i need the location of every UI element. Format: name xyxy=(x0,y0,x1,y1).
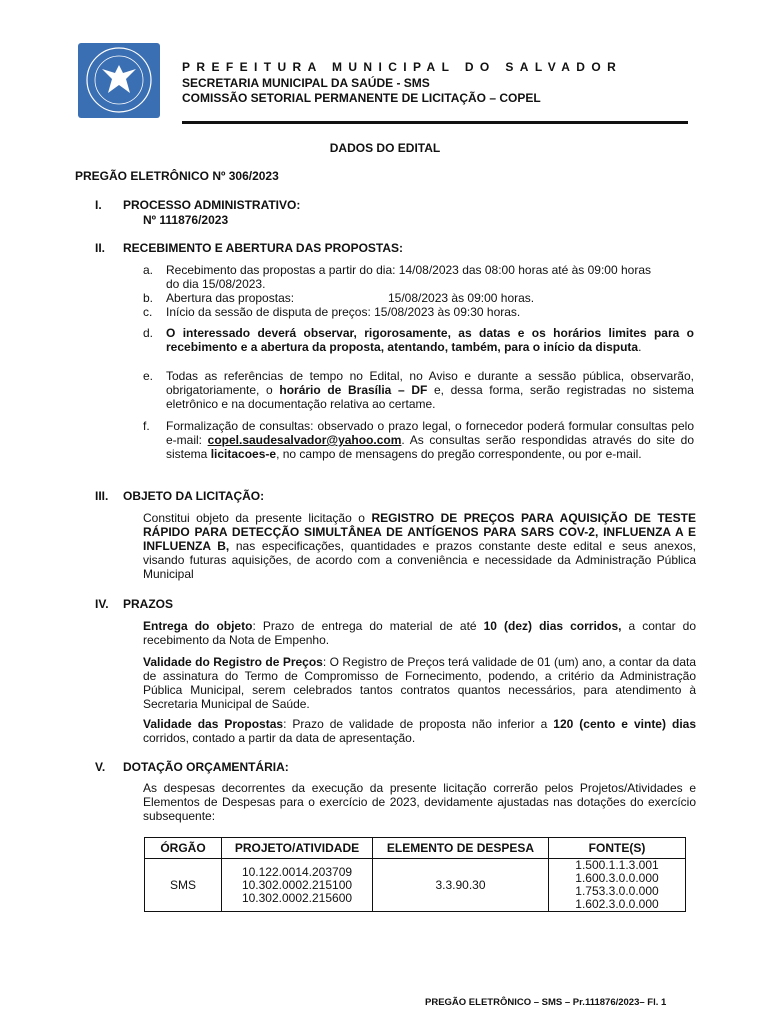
header-secretaria: SECRETARIA MUNICIPAL DA SAÚDE - SMS xyxy=(182,76,430,90)
projeto-value: 10.302.0002.215100 xyxy=(241,877,353,892)
prefeitura-logo xyxy=(78,43,160,118)
projeto-value: 10.122.0014.203709 xyxy=(241,864,353,879)
section-number: I. xyxy=(95,198,102,212)
fonte-value: 1.602.3.0.0.000 xyxy=(575,897,659,911)
text-span: : Prazo de entrega do material de até xyxy=(252,619,484,633)
list-letter: b. xyxy=(143,291,154,305)
text-span: Formalização de consultas: observado o prazo legal, o fornecedor poderá formular consultas pelo e-mail: xyxy=(166,419,694,447)
entrega-paragraph xyxy=(143,619,696,647)
section-4-heading xyxy=(95,597,173,611)
table-row xyxy=(145,859,686,912)
prazo-emphasis: 120 (cento e vinte) dias xyxy=(553,717,696,731)
section-title: OBJETO DA LICITAÇÃO: xyxy=(123,489,265,503)
abertura-label: Abertura das propostas: xyxy=(166,291,295,305)
abertura-value: 15/08/2023 às 09:00 horas. xyxy=(388,291,535,305)
text-span: e, dessa forma, serão registradas no sistema eletrônico e na documentação relativa ao certame. xyxy=(166,383,694,411)
paragraph-label: Validade das Propostas xyxy=(143,717,284,731)
fonte-value: 1.500.1.1.3.001 xyxy=(575,858,659,872)
section-title: PRAZOS xyxy=(123,597,174,611)
punctuation: . xyxy=(638,340,642,354)
prazo-emphasis: 10 (dez) dias corridos, xyxy=(483,619,622,633)
text-span: , no campo de mensagens do pregão correspondente, ou por e-mail. xyxy=(276,447,642,461)
paragraph-label: Validade do Registro de Preços xyxy=(143,655,323,669)
column-header: ELEMENTO DE DESPESA xyxy=(373,838,549,859)
header-divider xyxy=(182,121,688,124)
header-comissao: COMISSÃO SETORIAL PERMANENTE DE LICITAÇÃO – COPEL xyxy=(182,91,541,105)
brasilia-time-emphasis: horário de Brasília – DF xyxy=(279,383,428,397)
text-span: . As consultas serão respondidas através do site do sistema xyxy=(166,433,694,461)
column-header: FONTE(S) xyxy=(549,838,686,859)
text-span: nas especificações, quantidades e prazos constante deste edital e seus anexos, visando futuras aquisições, de acordo com a conveniência e necessidade da Administração Pública Municipal xyxy=(143,539,696,581)
list-text xyxy=(166,326,694,354)
list-text xyxy=(166,263,694,291)
section-5-heading xyxy=(95,760,289,774)
processo-number: Nº 111876/2023 xyxy=(143,213,229,227)
list-letter: c. xyxy=(143,305,153,319)
document-title: DADOS DO EDITAL xyxy=(329,141,441,155)
list-text xyxy=(166,419,694,461)
list-letter: e. xyxy=(143,369,154,383)
header-prefeitura: PREFEITURA MUNICIPAL DO SALVADOR xyxy=(182,60,623,74)
text-span: Constitui objeto da presente licitação o xyxy=(143,511,372,525)
text-span: Todas as referências de tempo no Edital, no Aviso e durante a sessão pública, observarão, obrigatoriamente, o xyxy=(166,369,694,397)
pregao-number: PREGÃO ELETRÔNICO Nº 306/2023 xyxy=(75,169,279,183)
section-1-heading xyxy=(95,198,300,212)
validade-propostas-paragraph xyxy=(143,717,696,745)
budget-table xyxy=(144,837,686,912)
objeto-emphasis: REGISTRO DE PREÇOS PARA AQUISIÇÃO DE TESTE RÁPIDO PARA DETECÇÃO SIMULTÂNEA DE ANTÍGENOS PARA SARS COV-2, INFLUENZA A E INFLUENZA B, xyxy=(143,511,696,553)
text-span: : Prazo de validade de proposta não inferior a xyxy=(283,717,554,731)
objeto-paragraph xyxy=(143,511,696,581)
section-number: V. xyxy=(95,760,106,774)
list-text xyxy=(166,291,694,305)
projeto-value: 10.302.0002.215600 xyxy=(241,890,353,905)
section-title: RECEBIMENTO E ABERTURA DAS PROPOSTAS: xyxy=(123,241,404,255)
list-letter: a. xyxy=(143,263,154,277)
section-3-heading xyxy=(95,489,264,503)
section-number: IV. xyxy=(95,597,109,611)
column-header: ÓRGÃO xyxy=(145,838,222,859)
orgao-cell: SMS xyxy=(145,859,222,912)
fontes-cell xyxy=(549,859,686,912)
table-header-row xyxy=(145,838,686,859)
fonte-value: 1.600.3.0.0.000 xyxy=(575,871,659,885)
list-text-line: do dia 15/08/2023. xyxy=(166,277,266,291)
section-title: PROCESSO ADMINISTRATIVO: xyxy=(123,198,301,212)
list-text xyxy=(166,369,694,411)
paragraph-label: Entrega do objeto xyxy=(143,619,253,633)
list-text-line: Recebimento das propostas a partir do dia: 14/08/2023 das 08:00 horas até às 09:00 horas xyxy=(166,263,651,277)
text-span: corridos, contado a partir da data de apresentação. xyxy=(143,731,416,745)
dotacao-paragraph: As despesas decorrentes da execução da presente licitação correrão pelos Projetos/Atividades e Elementos de Despesas para o exercício de 2023, devidamente ajustadas nas dotações do exercício subsequente: xyxy=(143,781,696,823)
system-name: licitacoes-e xyxy=(210,447,277,461)
section-number: II. xyxy=(95,241,106,255)
contact-email-link[interactable]: copel.saudesalvador@yahoo.com xyxy=(207,433,402,447)
section-2-heading xyxy=(95,241,403,255)
section-number: III. xyxy=(95,489,109,503)
validade-registro-paragraph xyxy=(143,655,696,711)
bird-emblem-icon xyxy=(78,43,160,118)
list-letter: f. xyxy=(143,419,150,433)
elemento-cell: 3.3.90.30 xyxy=(373,859,549,912)
page-footer: PREGÃO ELETRÔNICO – SMS – Pr.111876/2023– Fl. 1 xyxy=(425,997,667,1008)
projetos-cell xyxy=(222,859,373,912)
section-title: DOTAÇÃO ORÇAMENTÁRIA: xyxy=(123,760,289,774)
fonte-value: 1.753.3.0.0.000 xyxy=(575,884,659,898)
list-letter: d. xyxy=(143,326,154,340)
column-header: PROJETO/ATIVIDADE xyxy=(222,838,373,859)
deadline-warning: O interessado deverá observar, rigorosamente, as datas e os horários limites para o recebimento e a abertura da proposta, atentando, também, para o início da disputa xyxy=(166,326,694,354)
text-span: a contar do recebimento da Nota de Empenho. xyxy=(143,619,697,647)
list-text: Início da sessão de disputa de preços: 15/08/2023 às 09:30 horas. xyxy=(166,305,521,319)
text-span: : O Registro de Preços terá validade de 01 (um) ano, a contar da data de assinatura do Termo de Compromisso de Fornecimento, podendo, a critério da Administração Pública Municipal, serem celebrados tantos contratos quantos necessários, para atendimento à Secretaria Municipal de Saúde. xyxy=(143,655,697,711)
